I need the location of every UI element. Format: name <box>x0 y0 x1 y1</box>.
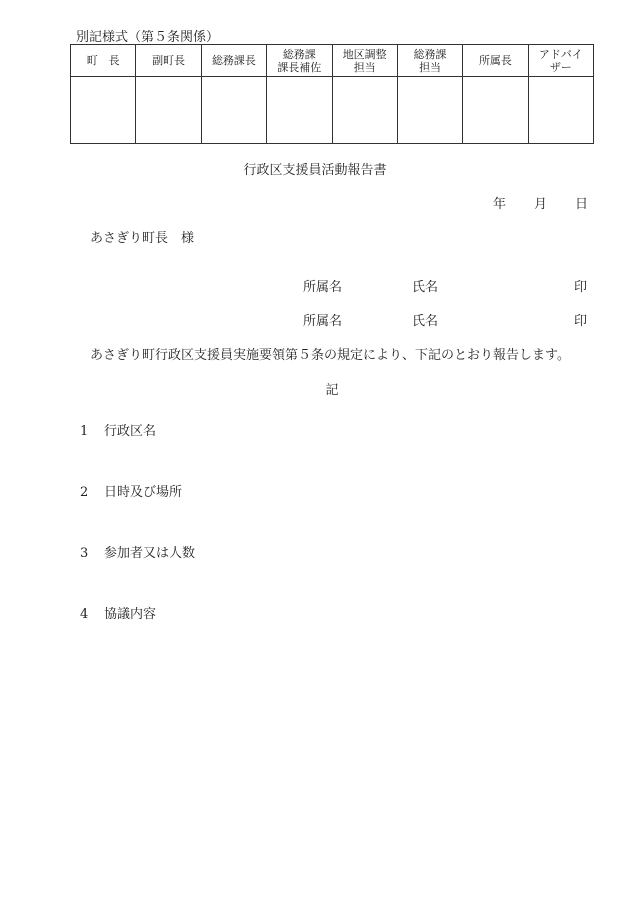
stamp-cell <box>332 77 397 144</box>
item-label: 日時及び場所 <box>104 485 183 500</box>
approval-header-assistant-chief: 総務課 課長補佐 <box>267 45 332 77</box>
stamp-cell <box>136 77 201 144</box>
report-statement: あさぎり町行政区支援員実施要領第５条の規定により、下記のとおり報告します。 <box>90 348 570 363</box>
approval-header-deputy-mayor: 副町長 <box>136 45 201 77</box>
stamp-cell <box>397 77 462 144</box>
approval-header-general-affairs-chief: 総務課長 <box>201 45 266 77</box>
ki-heading: 記 <box>325 383 339 398</box>
signature-affiliation-1: 所属名 <box>303 280 343 295</box>
stamp-cell <box>71 77 136 144</box>
item-number: 4 <box>80 607 89 622</box>
date-year: 年 <box>493 197 507 212</box>
date-line <box>493 193 588 212</box>
stamp-cell <box>267 77 332 144</box>
addressee: あさぎり町長 様 <box>90 231 195 246</box>
date-month: 月 <box>534 197 548 212</box>
approval-header-advisor: アドバイ ザー <box>528 45 593 77</box>
stamp-cell <box>463 77 528 144</box>
stamp-cell <box>201 77 266 144</box>
approval-stamp-table <box>70 44 594 144</box>
document-title: 行政区支援員活動報告書 <box>243 163 387 178</box>
item-participants <box>80 542 195 561</box>
approval-header-row <box>71 45 594 77</box>
date-day: 日 <box>575 197 589 212</box>
item-label: 行政区名 <box>104 424 157 439</box>
signature-affiliation-2: 所属名 <box>303 314 343 329</box>
item-label: 参加者又は人数 <box>104 546 196 561</box>
approval-header-department-head: 所属長 <box>463 45 528 77</box>
item-label: 協議内容 <box>104 607 157 622</box>
approval-header-general-affairs-staff: 総務課 担当 <box>397 45 462 77</box>
item-date-place <box>80 481 182 500</box>
item-number: 2 <box>80 485 89 500</box>
stamp-cell <box>528 77 593 144</box>
item-district-name <box>80 420 156 439</box>
signature-name-2: 氏名 <box>412 314 439 329</box>
approval-header-mayor: 町 長 <box>71 45 136 77</box>
item-number: 3 <box>80 546 89 561</box>
item-number: 1 <box>80 424 89 439</box>
signature-seal-1: 印 <box>574 280 588 295</box>
signature-seal-2: 印 <box>574 314 588 329</box>
form-reference: 別記様式（第５条関係） <box>76 30 220 45</box>
approval-header-district-coordination: 地区調整 担当 <box>332 45 397 77</box>
signature-name-1: 氏名 <box>412 280 439 295</box>
item-discussion <box>80 603 156 622</box>
approval-stamp-row <box>71 77 594 144</box>
